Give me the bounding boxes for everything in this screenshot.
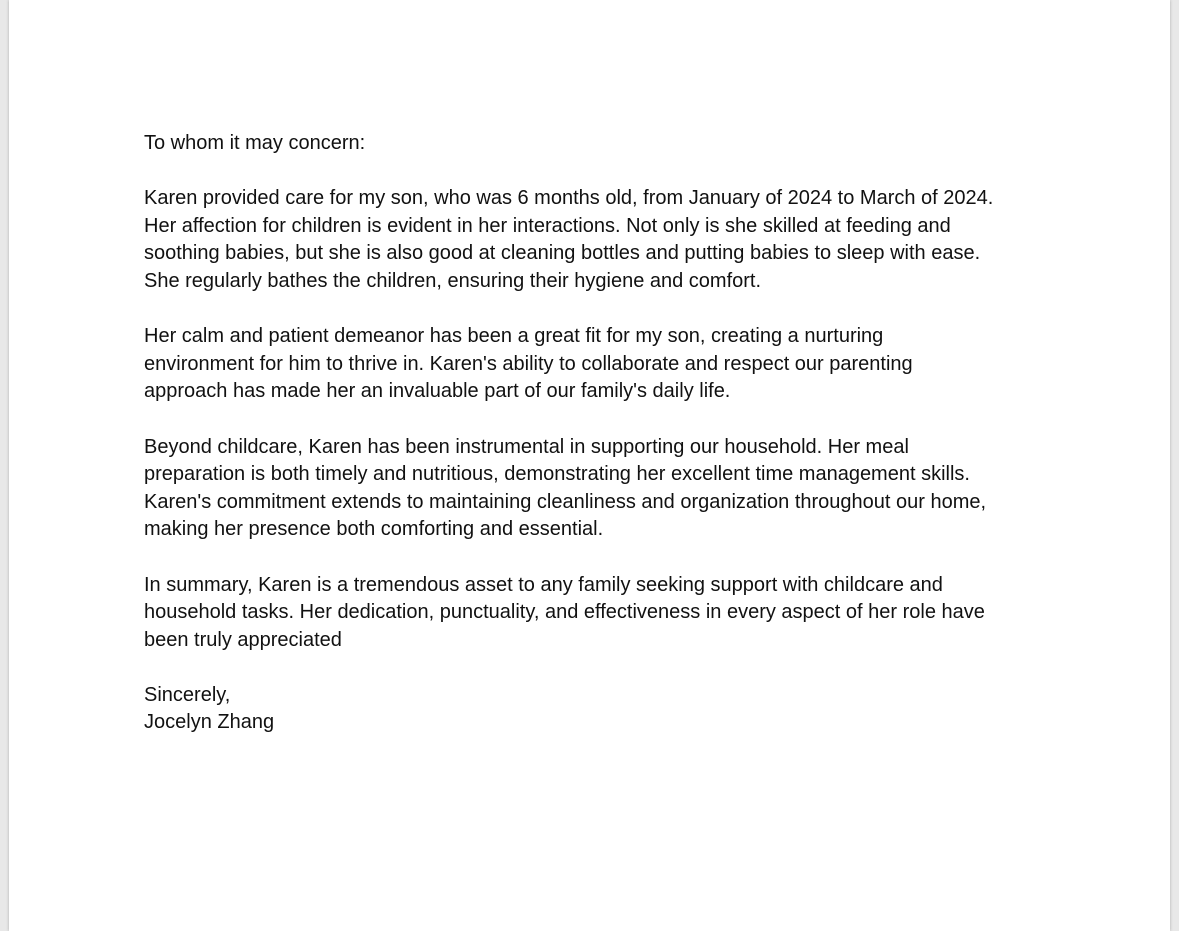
letter-body: [144, 130, 1044, 737]
letter-signature: Jocelyn Zhang: [144, 711, 275, 734]
letter-closing: Sincerely,: [144, 683, 231, 706]
letter-paragraph-2: Her calm and patient demeanor has been a great fit for my son, creating a nurturing environment for him to thrive in. Karen's ability to collaborate and respect our parenting approach has made her an invaluable part of our family's daily life.: [144, 325, 913, 403]
letter-paragraph-1: Karen provided care for my son, who was 6 months old, from January of 2024 to March of 2024. Her affection for children is evident in her interactions. Not only is she skilled at feeding and soothing babies, but she is also good at cleaning bottles and putting babies to sleep with ease. She regularly bathes the children, ensuring their hygiene and comfort.: [144, 187, 994, 292]
letter-paragraph-3: Beyond childcare, Karen has been instrumental in supporting our household. Her meal preparation is both timely and nutritious, demonstrating her excellent time management skills. Karen's commitment extends to maintaining cleanliness and organization throughout our home, making her presence both comforting and essential.: [144, 435, 987, 541]
letter-paragraph-4: In summary, Karen is a tremendous asset to any family seeking support with childcare and household tasks. Her dedication, punctuality, and effectiveness in every aspect of her role have been truly appreciated: [144, 573, 985, 651]
letter-salutation: To whom it may concern:: [144, 132, 366, 154]
document-page: [9, 0, 1170, 931]
